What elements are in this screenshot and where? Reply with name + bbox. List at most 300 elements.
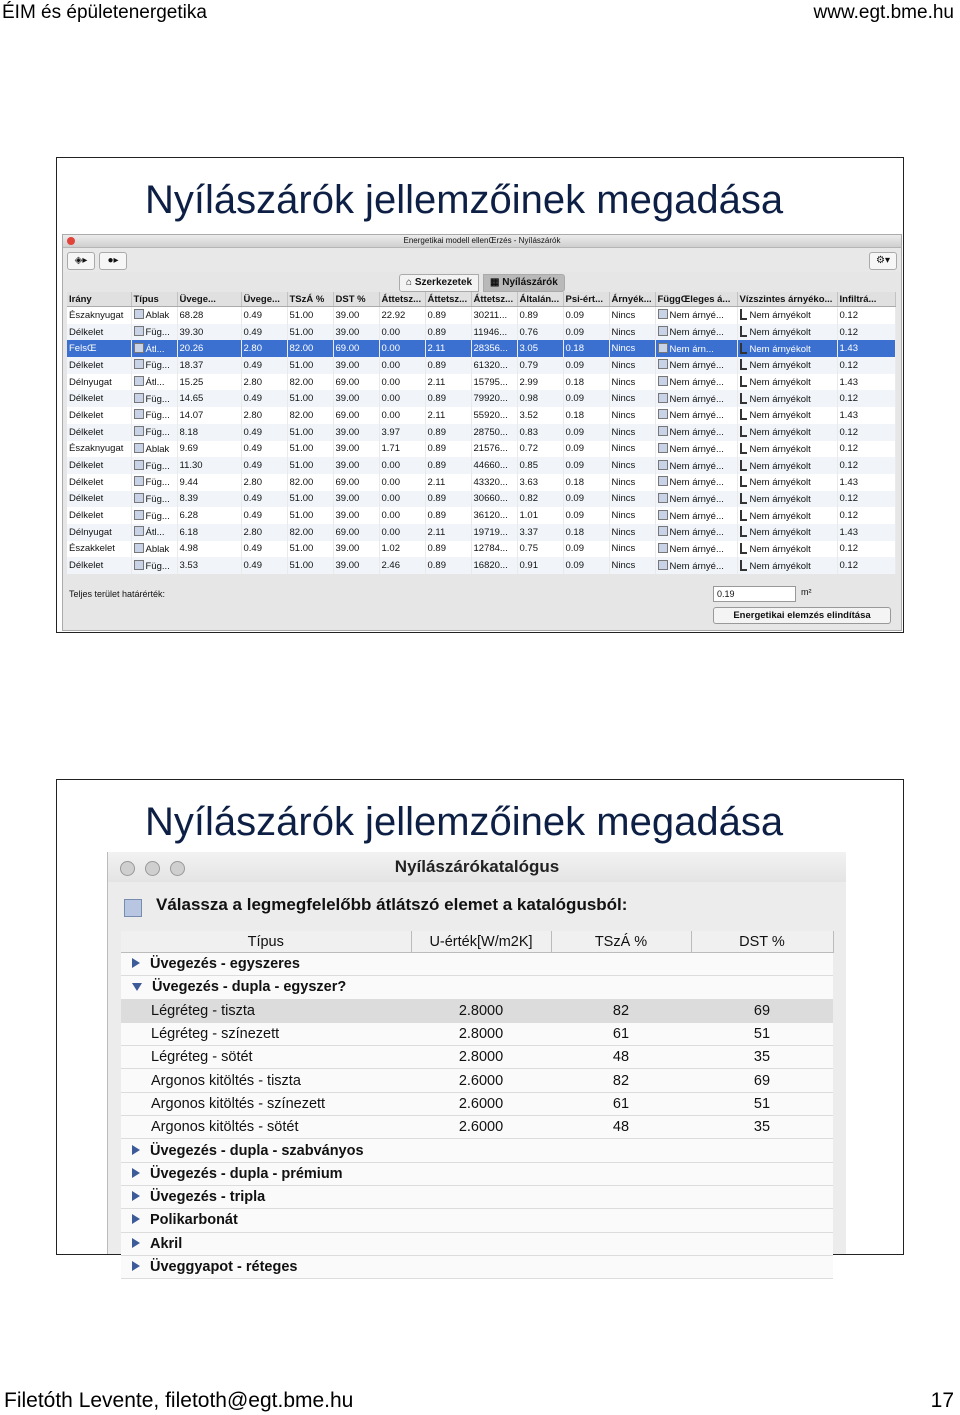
table-cell[interactable] [333,357,379,374]
catalog-group-cell[interactable] [121,1139,833,1162]
catalog-cell-label[interactable]: Argonos kitöltés - színezett [121,1092,411,1115]
disclosure-collapsed-icon[interactable] [132,1214,140,1224]
table-cell[interactable] [241,324,287,341]
table-cell[interactable] [517,491,563,508]
table-cell[interactable] [655,441,737,458]
table-cell[interactable] [837,357,895,374]
catalog-cell-label[interactable]: Légréteg - tiszta [121,999,411,1022]
table-cell[interactable] [425,307,471,324]
table-cell[interactable] [471,424,517,441]
column-header[interactable]: Áttetsz... [379,292,425,307]
column-header[interactable]: Áttetsz... [425,292,471,307]
table-cell[interactable] [471,307,517,324]
table-cell[interactable] [131,557,177,574]
table-row[interactable] [67,407,895,424]
table-cell[interactable] [655,491,737,508]
table-cell[interactable] [425,557,471,574]
column-header[interactable]: Általán... [517,292,563,307]
table-cell[interactable] [177,557,241,574]
catalog-group-cell[interactable] [121,1162,833,1185]
table-row[interactable] [67,390,895,407]
settings-button[interactable] [869,252,897,270]
table-cell[interactable] [471,491,517,508]
table-cell[interactable] [333,557,379,574]
table-cell[interactable] [837,374,895,391]
catalog-cell-dst[interactable]: 69 [691,1069,833,1092]
table-cell[interactable] [379,524,425,541]
table-cell[interactable] [333,324,379,341]
table-cell[interactable] [655,524,737,541]
table-cell[interactable] [517,340,563,357]
table-row[interactable] [67,557,895,574]
table-cell[interactable] [517,557,563,574]
total-area-input[interactable]: 0.19 [713,586,796,602]
table-cell[interactable] [333,524,379,541]
table-cell[interactable] [131,424,177,441]
table-cell[interactable] [517,457,563,474]
model-view-button[interactable] [67,252,95,270]
table-cell[interactable] [517,307,563,324]
disclosure-collapsed-icon[interactable] [132,958,140,968]
table-cell[interactable] [517,424,563,441]
table-cell[interactable] [737,340,837,357]
tab-structures[interactable] [399,274,479,292]
table-cell[interactable] [563,441,609,458]
catalog-cell-tsza[interactable]: 82 [551,999,691,1022]
table-cell[interactable] [609,557,655,574]
table-cell[interactable] [425,457,471,474]
table-cell[interactable] [241,557,287,574]
catalog-cell-label[interactable]: Argonos kitöltés - tiszta [121,1069,411,1092]
table-row[interactable] [67,324,895,341]
table-cell[interactable] [655,407,737,424]
table-cell[interactable] [563,374,609,391]
table-cell[interactable] [67,507,131,524]
table-cell[interactable] [563,557,609,574]
table-cell[interactable] [837,424,895,441]
table-cell[interactable] [67,541,131,558]
table-cell[interactable] [67,424,131,441]
table-cell[interactable] [563,390,609,407]
table-cell[interactable] [563,407,609,424]
table-cell[interactable] [379,390,425,407]
catalog-group-row[interactable] [121,953,833,976]
table-cell[interactable] [241,390,287,407]
table-cell[interactable] [609,541,655,558]
table-cell[interactable] [609,507,655,524]
table-cell[interactable] [471,541,517,558]
table-cell[interactable] [425,407,471,424]
catalog-cell-u[interactable]: 2.6000 [411,1116,551,1139]
table-cell[interactable] [131,407,177,424]
table-cell[interactable] [131,524,177,541]
table-cell[interactable] [67,357,131,374]
table-cell[interactable] [241,340,287,357]
table-cell[interactable] [837,340,895,357]
table-cell[interactable] [287,357,333,374]
table-cell[interactable] [837,557,895,574]
table-cell[interactable] [131,491,177,508]
catalog-group-row[interactable] [121,1232,833,1255]
table-cell[interactable] [131,457,177,474]
table-cell[interactable] [287,541,333,558]
zoom-icon[interactable] [170,861,185,876]
table-cell[interactable] [177,474,241,491]
table-row[interactable] [67,474,895,491]
table-cell[interactable] [609,424,655,441]
table-cell[interactable] [655,474,737,491]
table-cell[interactable] [737,324,837,341]
table-cell[interactable] [609,324,655,341]
catalog-group-row[interactable] [121,1255,833,1278]
table-cell[interactable] [471,390,517,407]
table-cell[interactable] [425,390,471,407]
table-cell[interactable] [563,340,609,357]
table-row[interactable] [67,357,895,374]
table-cell[interactable] [563,474,609,491]
catalog-item-row[interactable] [121,1092,833,1115]
table-cell[interactable] [655,340,737,357]
table-cell[interactable] [471,324,517,341]
column-header[interactable]: FüggŒleges á... [655,292,737,307]
table-cell[interactable] [655,357,737,374]
table-cell[interactable] [379,491,425,508]
table-cell[interactable] [67,557,131,574]
table-cell[interactable] [287,374,333,391]
table-cell[interactable] [333,390,379,407]
table-cell[interactable] [837,541,895,558]
catalog-cell-u[interactable]: 2.8000 [411,999,551,1022]
table-cell[interactable] [563,541,609,558]
table-cell[interactable] [287,507,333,524]
table-cell[interactable] [471,407,517,424]
table-cell[interactable] [333,441,379,458]
table-cell[interactable] [177,491,241,508]
table-cell[interactable] [609,407,655,424]
table-cell[interactable] [655,507,737,524]
table-cell[interactable] [837,507,895,524]
table-cell[interactable] [517,357,563,374]
table-cell[interactable] [517,441,563,458]
table-cell[interactable] [287,307,333,324]
table-cell[interactable] [609,357,655,374]
table-cell[interactable] [67,407,131,424]
table-cell[interactable] [609,441,655,458]
table-cell[interactable] [425,491,471,508]
catalog-group-cell[interactable] [121,953,833,976]
table-cell[interactable] [177,457,241,474]
table-cell[interactable] [379,357,425,374]
disclosure-collapsed-icon[interactable] [132,1145,140,1155]
table-cell[interactable] [177,340,241,357]
table-cell[interactable] [425,441,471,458]
table-cell[interactable] [287,491,333,508]
table-cell[interactable] [379,557,425,574]
table-cell[interactable] [517,524,563,541]
table-cell[interactable] [737,307,837,324]
catalog-group-cell[interactable] [121,1185,833,1208]
start-analysis-button[interactable]: Energetikai elemzés elindítása [713,607,891,624]
table-row[interactable] [67,340,895,357]
table-row[interactable] [67,307,895,324]
table-cell[interactable] [837,457,895,474]
table-cell[interactable] [517,374,563,391]
table-cell[interactable] [379,541,425,558]
table-cell[interactable] [655,457,737,474]
catalog-group-row[interactable] [121,1209,833,1232]
table-cell[interactable] [177,424,241,441]
table-cell[interactable] [471,457,517,474]
table-cell[interactable] [737,390,837,407]
table-cell[interactable] [131,507,177,524]
table-cell[interactable] [333,491,379,508]
table-cell[interactable] [563,507,609,524]
table-cell[interactable] [177,307,241,324]
table-cell[interactable] [131,374,177,391]
table-row[interactable] [67,491,895,508]
table-cell[interactable] [241,491,287,508]
catalog-item-row[interactable] [121,999,833,1022]
table-cell[interactable] [563,324,609,341]
table-cell[interactable] [287,557,333,574]
table-cell[interactable] [379,424,425,441]
table-cell[interactable] [287,407,333,424]
column-header[interactable]: Psi-ért... [563,292,609,307]
catalog-column-header[interactable]: DST % [691,931,833,953]
table-cell[interactable] [471,524,517,541]
table-cell[interactable] [425,474,471,491]
table-cell[interactable] [177,524,241,541]
table-cell[interactable] [131,541,177,558]
table-cell[interactable] [655,374,737,391]
catalog-group-row[interactable] [121,1139,833,1162]
table-cell[interactable] [131,441,177,458]
table-cell[interactable] [425,507,471,524]
table-cell[interactable] [655,324,737,341]
table-cell[interactable] [737,524,837,541]
catalog-column-header[interactable]: TSzÁ % [551,931,691,953]
column-header[interactable]: Üvege... [241,292,287,307]
table-cell[interactable] [379,307,425,324]
catalog-cell-u[interactable]: 2.6000 [411,1092,551,1115]
table-cell[interactable] [425,524,471,541]
table-cell[interactable] [379,457,425,474]
column-header[interactable]: DST % [333,292,379,307]
catalog-group-cell[interactable] [121,1255,833,1278]
table-cell[interactable] [609,474,655,491]
close-icon[interactable] [120,861,135,876]
table-cell[interactable] [379,374,425,391]
table-cell[interactable] [287,390,333,407]
catalog-cell-dst[interactable]: 35 [691,1116,833,1139]
table-cell[interactable] [609,307,655,324]
table-row[interactable] [67,507,895,524]
table-cell[interactable] [837,324,895,341]
table-cell[interactable] [241,307,287,324]
catalog-column-header[interactable]: U-érték[W/m2K] [411,931,551,953]
table-cell[interactable] [177,407,241,424]
catalog-item-row[interactable] [121,1116,833,1139]
table-cell[interactable] [609,491,655,508]
table-cell[interactable] [67,441,131,458]
table-cell[interactable] [563,491,609,508]
minimize-icon[interactable] [145,861,160,876]
column-header[interactable]: Árnyék... [609,292,655,307]
table-cell[interactable] [333,507,379,524]
table-cell[interactable] [737,557,837,574]
table-cell[interactable] [737,541,837,558]
table-cell[interactable] [837,474,895,491]
table-cell[interactable] [67,524,131,541]
table-cell[interactable] [333,474,379,491]
table-cell[interactable] [177,441,241,458]
table-cell[interactable] [67,340,131,357]
table-cell[interactable] [379,441,425,458]
catalog-cell-dst[interactable]: 51 [691,1022,833,1045]
table-row[interactable] [67,424,895,441]
table-cell[interactable] [737,474,837,491]
disclosure-collapsed-icon[interactable] [132,1261,140,1271]
table-cell[interactable] [177,390,241,407]
table-cell[interactable] [67,491,131,508]
table-cell[interactable] [425,424,471,441]
table-cell[interactable] [471,441,517,458]
disclosure-expanded-icon[interactable] [132,983,142,991]
table-cell[interactable] [837,441,895,458]
table-cell[interactable] [425,357,471,374]
catalog-cell-u[interactable]: 2.8000 [411,1046,551,1069]
catalog-cell-label[interactable]: Légréteg - sötét [121,1046,411,1069]
table-cell[interactable] [737,441,837,458]
column-header[interactable]: Irány [67,292,131,307]
table-cell[interactable] [287,324,333,341]
table-cell[interactable] [287,424,333,441]
table-cell[interactable] [287,441,333,458]
table-cell[interactable] [177,324,241,341]
table-cell[interactable] [241,541,287,558]
table-cell[interactable] [471,474,517,491]
table-cell[interactable] [379,474,425,491]
table-cell[interactable] [67,374,131,391]
table-cell[interactable] [737,357,837,374]
catalog-group-row[interactable] [121,1162,833,1185]
table-cell[interactable] [241,474,287,491]
catalog-group-row[interactable] [121,1185,833,1208]
catalog-item-row[interactable] [121,1046,833,1069]
table-cell[interactable] [241,374,287,391]
table-cell[interactable] [333,424,379,441]
table-cell[interactable] [609,457,655,474]
table-cell[interactable] [655,557,737,574]
table-cell[interactable] [333,307,379,324]
table-cell[interactable] [563,424,609,441]
column-header[interactable]: Típus [131,292,177,307]
table-cell[interactable] [655,541,737,558]
table-cell[interactable] [837,307,895,324]
table-cell[interactable] [67,390,131,407]
disclosure-collapsed-icon[interactable] [132,1191,140,1201]
table-cell[interactable] [177,357,241,374]
column-header[interactable]: Áttetsz... [471,292,517,307]
table-row[interactable] [67,374,895,391]
catalog-column-header[interactable]: Típus [121,931,411,953]
catalog-cell-dst[interactable]: 51 [691,1092,833,1115]
catalog-cell-tsza[interactable]: 48 [551,1046,691,1069]
table-cell[interactable] [379,507,425,524]
disclosure-collapsed-icon[interactable] [132,1168,140,1178]
table-cell[interactable] [655,307,737,324]
table-cell[interactable] [737,407,837,424]
check-button[interactable] [99,252,127,270]
table-cell[interactable] [425,541,471,558]
table-cell[interactable] [241,424,287,441]
table-cell[interactable] [333,340,379,357]
table-cell[interactable] [287,457,333,474]
close-icon[interactable] [67,237,75,245]
table-cell[interactable] [737,507,837,524]
table-cell[interactable] [471,557,517,574]
table-cell[interactable] [379,407,425,424]
table-cell[interactable] [241,507,287,524]
table-cell[interactable] [131,474,177,491]
table-cell[interactable] [67,307,131,324]
catalog-group-cell[interactable] [121,1232,833,1255]
catalog-cell-tsza[interactable]: 61 [551,1092,691,1115]
table-cell[interactable] [333,374,379,391]
table-cell[interactable] [837,491,895,508]
table-cell[interactable] [241,357,287,374]
table-cell[interactable] [287,524,333,541]
table-row[interactable] [67,457,895,474]
column-header[interactable]: Üvege... [177,292,241,307]
table-cell[interactable] [241,457,287,474]
table-cell[interactable] [131,357,177,374]
table-cell[interactable] [425,324,471,341]
catalog-cell-tsza[interactable]: 48 [551,1116,691,1139]
table-cell[interactable] [517,507,563,524]
table-cell[interactable] [517,407,563,424]
table-cell[interactable] [517,541,563,558]
tab-openings[interactable] [483,274,565,292]
table-cell[interactable] [67,457,131,474]
table-cell[interactable] [737,424,837,441]
table-cell[interactable] [655,424,737,441]
table-cell[interactable] [471,340,517,357]
table-cell[interactable] [425,374,471,391]
catalog-cell-u[interactable]: 2.8000 [411,1022,551,1045]
table-cell[interactable] [737,491,837,508]
catalog-group-cell[interactable] [121,1209,833,1232]
catalog-cell-label[interactable]: Légréteg - színezett [121,1022,411,1045]
catalog-cell-u[interactable]: 2.6000 [411,1069,551,1092]
table-cell[interactable] [737,457,837,474]
table-row[interactable] [67,524,895,541]
table-cell[interactable] [333,407,379,424]
column-header[interactable]: TSzÁ % [287,292,333,307]
catalog-cell-tsza[interactable]: 82 [551,1069,691,1092]
table-cell[interactable] [517,390,563,407]
table-cell[interactable] [177,507,241,524]
table-cell[interactable] [517,474,563,491]
table-cell[interactable] [379,324,425,341]
table-cell[interactable] [67,474,131,491]
table-cell[interactable] [177,374,241,391]
table-cell[interactable] [563,357,609,374]
table-cell[interactable] [837,407,895,424]
table-cell[interactable] [67,324,131,341]
table-cell[interactable] [287,474,333,491]
table-cell[interactable] [287,340,333,357]
